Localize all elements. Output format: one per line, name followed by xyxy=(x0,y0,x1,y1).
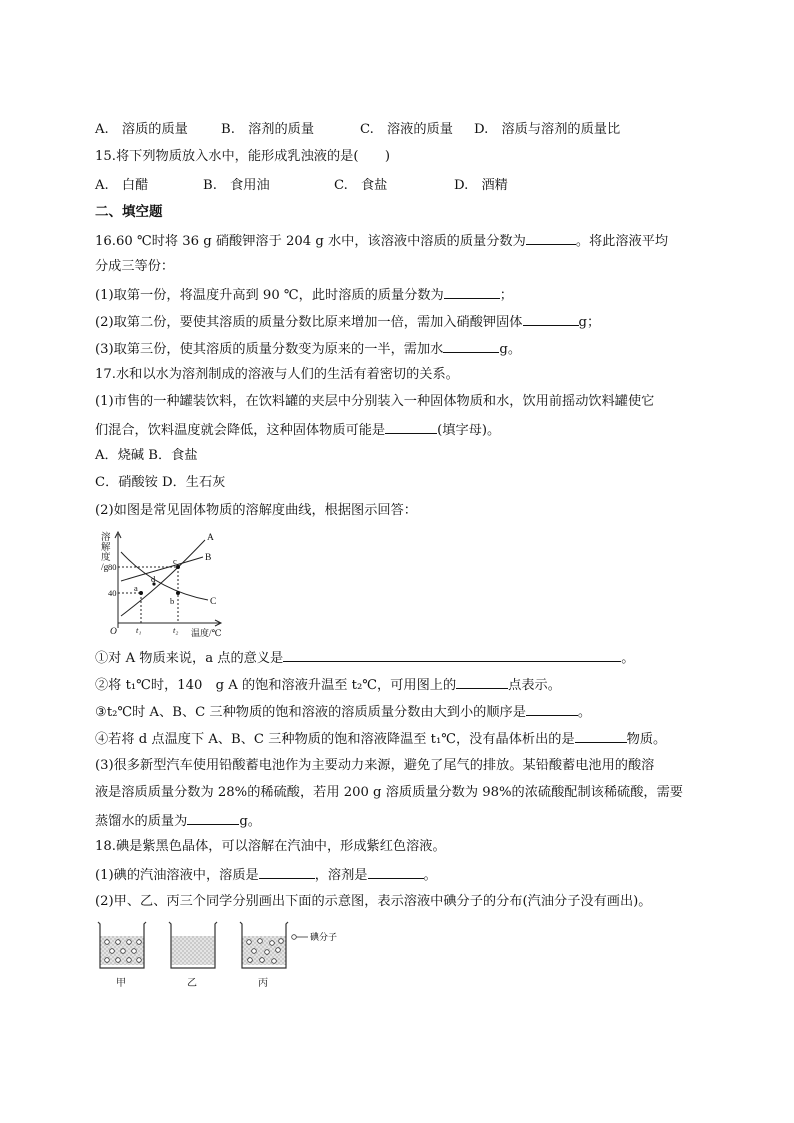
q17-sub1-text: ①对 A 物质来说，a 点的意义是 xyxy=(95,651,284,666)
answer-blank[interactable] xyxy=(443,339,499,353)
point-label-c: c xyxy=(173,556,177,566)
answer-blank[interactable] xyxy=(444,285,500,299)
q17-part1-line2 xyxy=(95,420,500,440)
q14-option-a: A. 溶质的质量 xyxy=(95,122,188,137)
q16-part3-end: g。 xyxy=(499,342,522,357)
beaker-label-yi: 乙 xyxy=(187,978,197,989)
q18-part1 xyxy=(95,865,437,885)
x-tick-t1: t₁ xyxy=(136,625,142,635)
beaker-jia xyxy=(98,922,146,968)
point-label-b: b xyxy=(170,596,175,606)
beaker-label-jia: 甲 xyxy=(116,978,126,989)
q17-part3-text: 蒸馏水的质量为 xyxy=(95,814,188,829)
q16-part1 xyxy=(95,285,513,305)
q17-sub2-end: 点表示。 xyxy=(508,678,561,693)
q18-part1-end: 。 xyxy=(423,868,437,883)
q16-part2 xyxy=(95,312,600,332)
curve-label-a: A xyxy=(207,533,214,543)
point-label-a: a xyxy=(134,583,138,593)
q17-stem: 17.水和以水为溶剂制成的溶液与人们的生活有着密切的关系。 xyxy=(95,367,459,382)
q16-part3 xyxy=(95,339,521,359)
curve-a xyxy=(121,540,205,616)
q17-part3-line2: 液是溶质质量分数为 28%的稀硫酸，若用 200 g 溶质质量分数为 98%的浓硫酸配制该稀硫酸，需要 xyxy=(95,785,683,800)
y-label-3: 度 xyxy=(101,553,111,563)
q14-option-b: B. 溶剂的质量 xyxy=(221,122,315,137)
q17-part3-line1: (3)很多新型汽车使用铅酸蓄电池作为主要动力来源，避免了尾气的排放。某铅酸蓄电池用的酸溶 xyxy=(95,758,655,773)
beaker-diagram xyxy=(94,918,364,992)
q17-part1-text: 们混合，饮料温度就会降低，这种固体物质可能是 xyxy=(95,423,386,438)
q16-text-1a: 16.60 ℃时将 36 g 硝酸钾溶于 204 g 水中，该溶液中溶质的质量分数为 xyxy=(95,234,526,249)
curve-label-c: C xyxy=(210,597,217,607)
q16-text-1b: 。将此溶液平均 xyxy=(575,234,669,249)
answer-blank[interactable] xyxy=(283,648,621,662)
curve-label-b: B xyxy=(205,553,212,563)
answer-blank[interactable] xyxy=(368,865,424,879)
point-label-d: d xyxy=(151,574,156,584)
q17-sub3-end: 。 xyxy=(577,705,592,720)
q17-part2: (2)如图是常见固体物质的溶解度曲线，根据图示回答： xyxy=(95,503,417,518)
answer-blank[interactable] xyxy=(523,312,579,326)
x-tick-t2: t₂ xyxy=(173,625,179,635)
point-a xyxy=(139,591,143,595)
q17-sub2-text: ②将 t₁℃时，140 g A 的饱和溶液升温至 t₂℃，可用图上的 xyxy=(95,678,457,693)
point-b xyxy=(176,591,180,595)
q16-part1-text: (1)取第一份，将温度升高到 90 ℃，此时溶质的质量分数为 xyxy=(95,288,444,303)
legend-label: 碘分子 xyxy=(310,932,338,942)
y-label-4: /g xyxy=(101,563,109,573)
iodine-legend xyxy=(292,931,337,942)
curve-b xyxy=(121,557,203,581)
q17-part3-end: g。 xyxy=(239,814,261,829)
answer-blank[interactable] xyxy=(259,865,315,879)
y-tick-80: 80 xyxy=(108,562,117,572)
q17-part1-line1: (1)市售的一种罐装饮料，在饮料罐的夹层中分别装入一种固体物质和水，饮用前摇动饮料罐使它 xyxy=(95,394,655,409)
q17-sub4-text: ④若将 d 点温度下 A、B、C 三种物质的饱和溶液降温至 t₁℃，没有晶体析出的是 xyxy=(95,732,575,747)
q17-options-ab: A．烧碱 B．食盐 xyxy=(95,448,198,463)
q15-option-a: A. 白醋 xyxy=(95,178,149,193)
q18-part1-text: (1)碘的汽油溶液中，溶质是 xyxy=(95,868,259,883)
q17-sub2 xyxy=(95,675,561,695)
q14-option-d: D. 溶质与溶剂的质量比 xyxy=(474,122,621,137)
q17-sub3-text: ③t₂℃时 A、B、C 三种物质的饱和溶液的溶质质量分数由大到小的顺序是 xyxy=(95,705,526,720)
y-tick-40: 40 xyxy=(108,588,117,598)
q17-options-cd: C．硝酸铵 D．生石灰 xyxy=(95,475,226,490)
origin-label: O xyxy=(110,627,117,637)
q16-part2-end: g； xyxy=(578,315,601,330)
q17-part3-line3 xyxy=(95,811,261,831)
q15-option-c: C. 食盐 xyxy=(334,178,388,193)
q17-sub4-end: 物质。 xyxy=(626,732,667,747)
q18-stem: 18.碘是紫黑色晶体，可以溶解在汽油中，形成紫红色溶液。 xyxy=(95,839,446,854)
q16-line1 xyxy=(95,231,668,251)
q17-sub4 xyxy=(95,729,666,749)
q18-part2: (2)甲、乙、丙三个同学分别画出下面的示意图，表示溶液中碘分子的分布(汽油分子没有画出)。 xyxy=(95,894,652,909)
answer-blank[interactable] xyxy=(187,811,239,825)
q15-option-d: D. 酒精 xyxy=(454,178,508,193)
q17-sub1 xyxy=(95,648,634,668)
beaker-label-bing: 丙 xyxy=(258,978,268,989)
q16-part3-text: (3)取第三份，使其溶质的质量分数变为原来的一半，需加水 xyxy=(95,342,444,357)
q16-line2: 分成三等份： xyxy=(95,259,175,274)
q17-part1-end: (填字母)。 xyxy=(437,423,501,438)
y-label-2: 解 xyxy=(101,543,111,553)
answer-blank[interactable] xyxy=(456,675,508,689)
q15-stem: 15.将下列物质放入水中，能形成乳浊液的是( ) xyxy=(95,149,391,164)
q17-sub3 xyxy=(95,702,591,722)
answer-blank[interactable] xyxy=(575,729,627,743)
x-axis-label: 温度/℃ xyxy=(191,628,222,638)
q15-option-b: B. 食用油 xyxy=(203,178,270,193)
section-heading: 二、填空题 xyxy=(95,204,163,220)
q16-part2-text: (2)取第二份，要使其溶质的质量分数比原来增加一倍，需加入硝酸钾固体 xyxy=(95,315,523,330)
q16-part1-end: ； xyxy=(499,288,513,303)
y-label-1: 溶 xyxy=(101,533,111,543)
q17-sub1-end: 。 xyxy=(621,651,635,666)
q14-option-c: C. 溶液的质量 xyxy=(360,122,453,137)
q18-part1-mid: ，溶剂是 xyxy=(314,868,368,883)
answer-blank[interactable] xyxy=(526,702,578,716)
answer-blank[interactable] xyxy=(526,231,576,245)
solubility-graph xyxy=(97,528,237,638)
beaker-yi xyxy=(169,922,217,968)
beaker-bing xyxy=(240,922,288,968)
answer-blank[interactable] xyxy=(385,420,437,434)
